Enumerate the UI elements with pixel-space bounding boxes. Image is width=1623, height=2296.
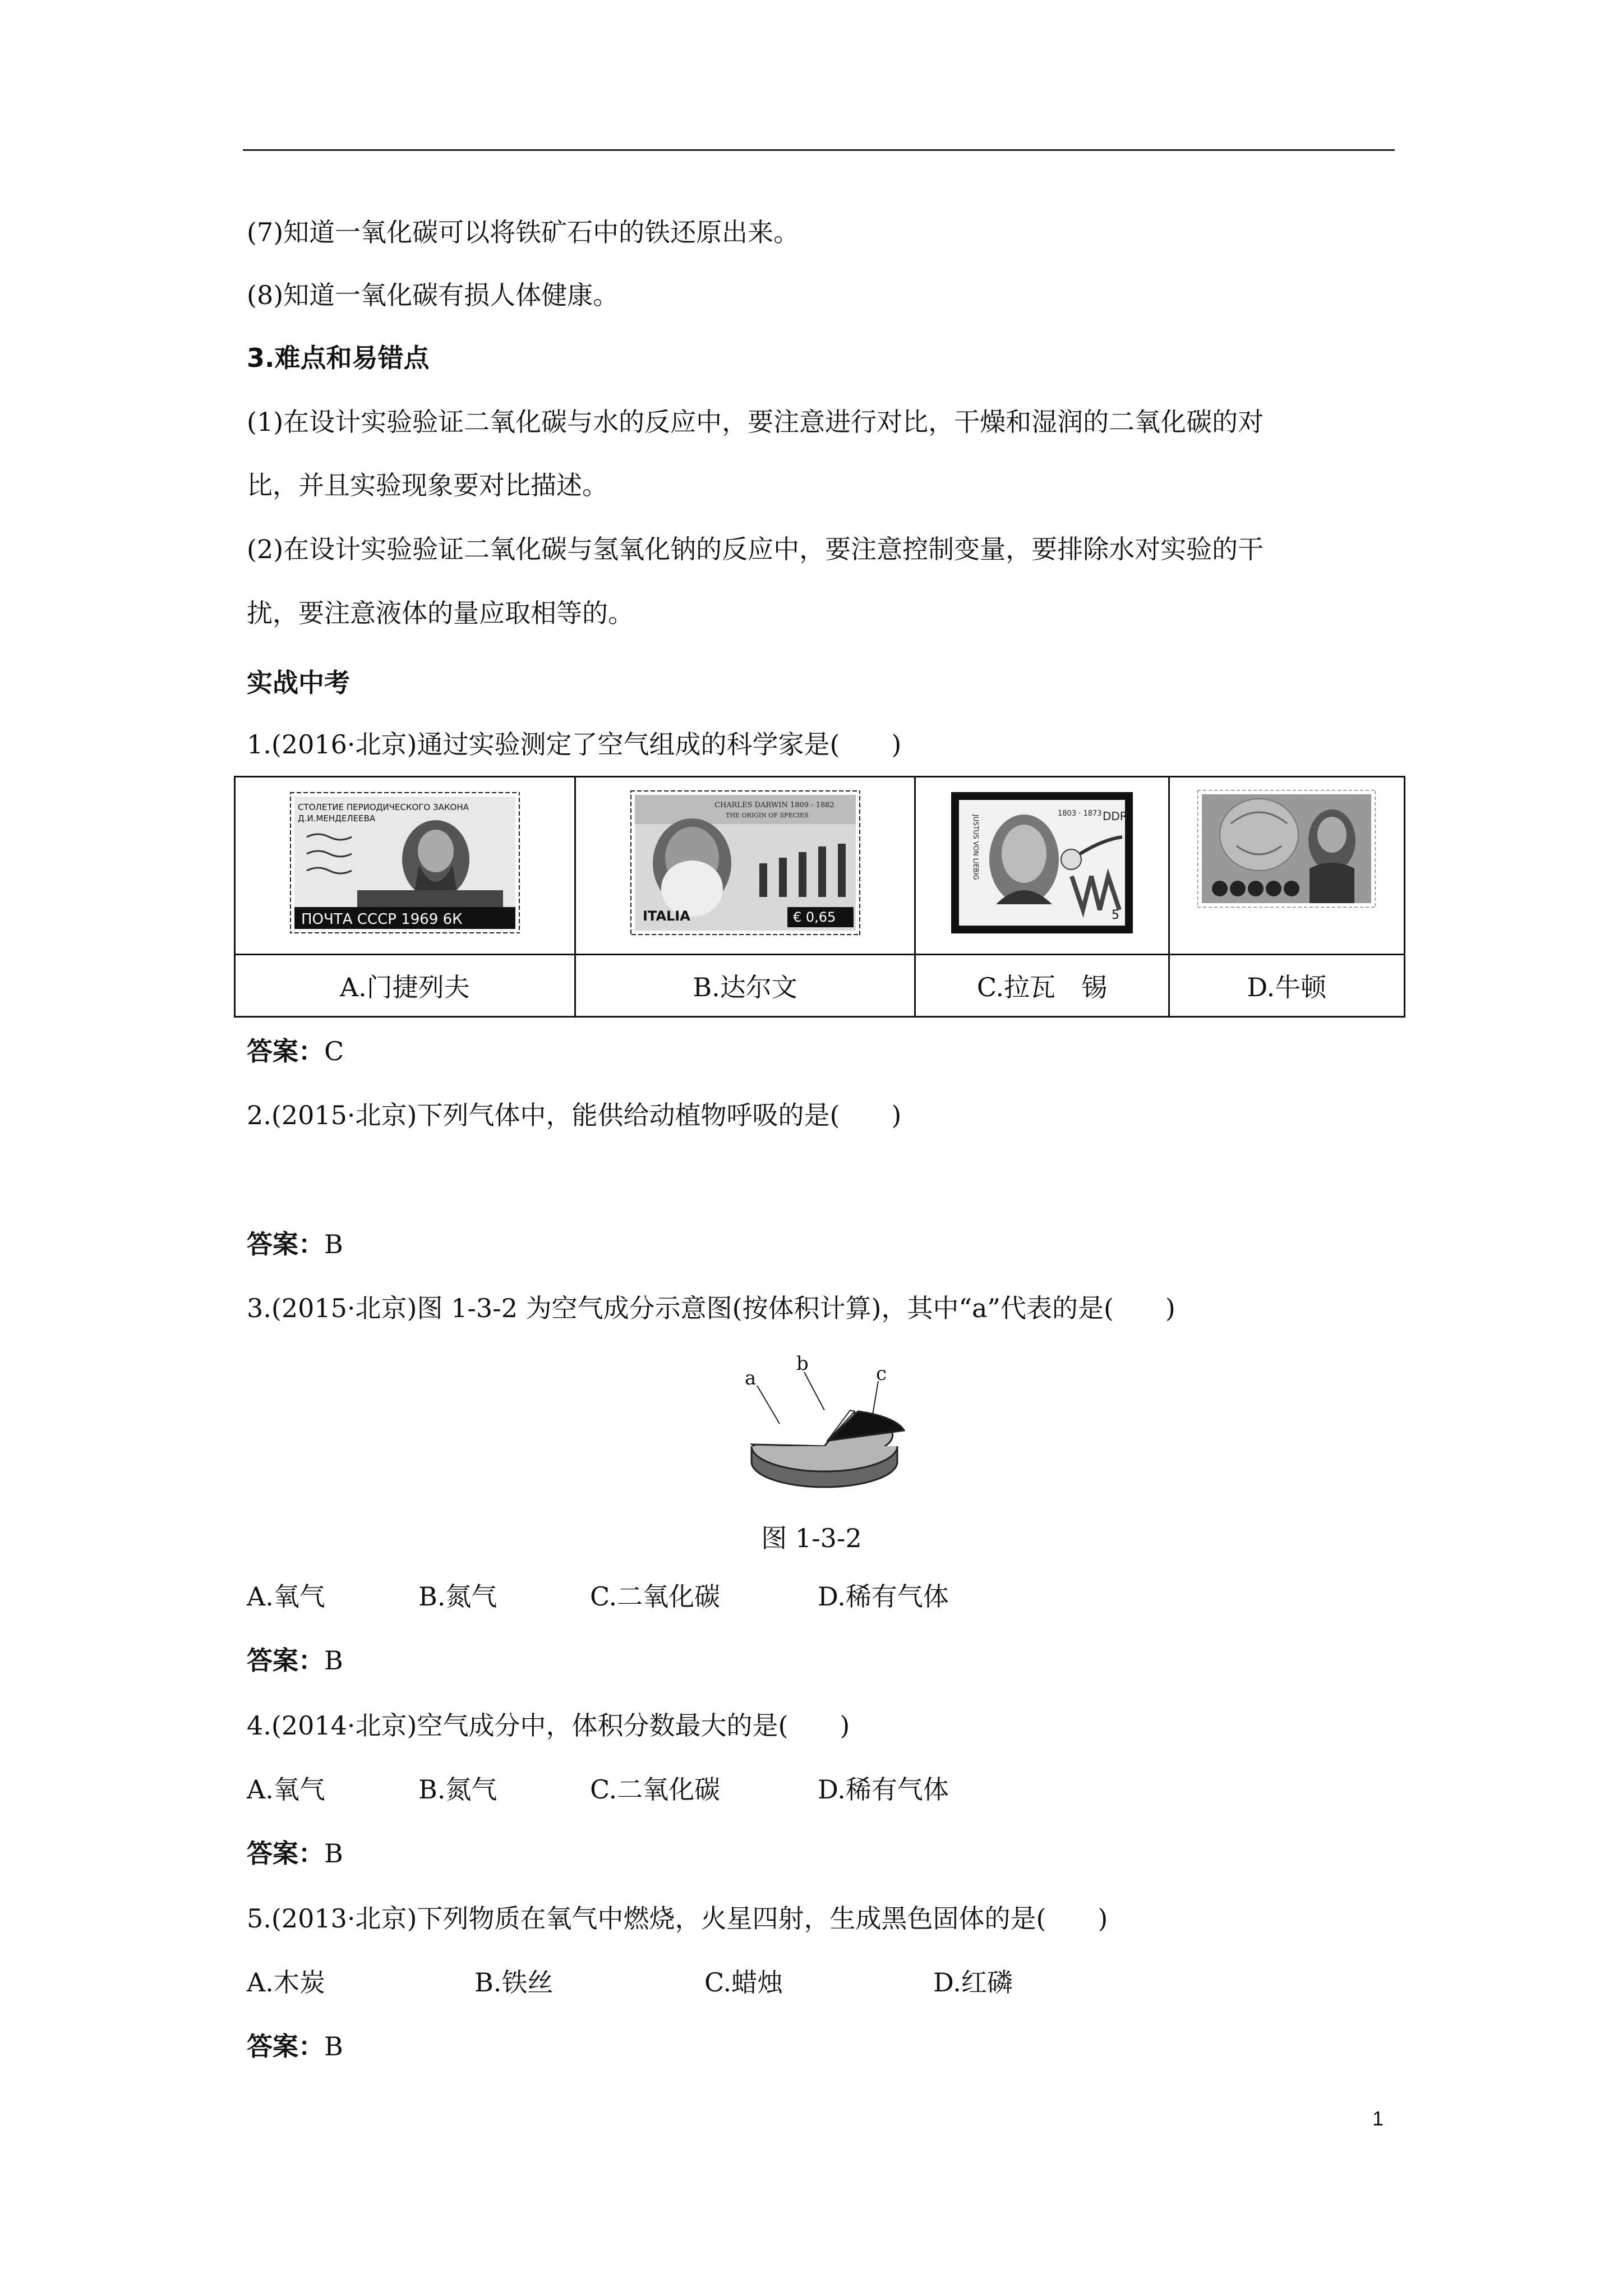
choice-a: A.氧气 [247,1581,325,1612]
answer-1: 答案：C [247,1036,344,1066]
svg-text:Д.И.МЕНДЕЛЕЕВА: Д.И.МЕНДЕЛЕЕВА [297,813,376,823]
choice-b: B.氮气 [418,1581,497,1612]
answer-4: 答案：B [247,1838,343,1869]
paragraph-1-line-2: 比，并且实验现象要对比描述。 [247,470,608,500]
air-composition-pie-figure [740,1352,909,1492]
caption-c: C.拉瓦 锡 [915,955,1169,1017]
answer-3: 答案：B [247,1645,343,1676]
stamp-table [234,776,1405,1018]
darwin-stamp-image [630,790,860,935]
choice-c: C.二氧化碳 [590,1581,721,1612]
choice-d: D.稀有气体 [818,1774,949,1805]
figure-caption: 图 1-3-2 [761,1523,862,1553]
choice-b: B.氮气 [418,1774,497,1805]
question-4-choices [247,1773,1368,1806]
choice-b: B.铁丝 [474,1967,554,1998]
svg-text:€ 0,65: € 0,65 [792,909,836,925]
question-1-stem: 1.(2016·北京)通过实验测定了空气组成的科学家是( ) [247,729,902,760]
svg-text:5: 5 [1112,908,1120,922]
svg-text:1803 · 1873: 1803 · 1873 [1058,809,1102,818]
svg-text:DDR: DDR [1103,809,1128,823]
stamp-cell-liebig [915,777,1169,955]
newton-stamp-image [1197,790,1376,908]
question-5-choices [247,1966,1368,1999]
header-rule [243,149,1395,151]
question-3-stem: 3.(2015·北京)图 1-3-2 为空气成分示意图(按体积计算)，其中“a”代表的是( ) [247,1293,1175,1323]
caption-d: D.牛顿 [1169,955,1404,1017]
stamp-cell-mendeleev [235,777,575,955]
choice-a: A.木炭 [247,1967,325,1998]
paragraph-1-line-1: (1)在设计实验验证二氧化碳与水的反应中，要注意进行对比，干燥和湿润的二氧化碳的对 [247,407,1264,437]
choice-c: C.蜡烛 [704,1967,783,1998]
exam-heading: 实战中考 [247,668,350,698]
pie-label-c: c [876,1363,887,1385]
choice-c: C.二氧化碳 [590,1774,721,1805]
caption-a: A.门捷列夫 [235,955,575,1017]
pie-label-a: a [745,1367,757,1389]
mendeleev-stamp-image [290,792,520,933]
paragraph-2-line-1: (2)在设计实验验证二氧化碳与氢氧化钠的反应中，要注意控制变量，要排除水对实验的干 [247,534,1264,564]
svg-text:CHARLES DARWIN 1809 - 1882: CHARLES DARWIN 1809 - 1882 [714,800,834,809]
question-3-choices [247,1580,1368,1613]
svg-text:ITALIA: ITALIA [642,908,690,924]
svg-text:СТОЛЕТИЕ ПЕРИОДИЧЕСКОГО ЗАКОНА: СТОЛЕТИЕ ПЕРИОДИЧЕСКОГО ЗАКОНА [297,802,469,812]
answer-2: 答案：B [247,1229,343,1259]
section-heading: 3.难点和易错点 [247,343,430,373]
pie-label-b: b [796,1352,809,1375]
choice-d: D.稀有气体 [818,1581,949,1612]
svg-text:JUSTUS VON LIEBIG: JUSTUS VON LIEBIG [972,814,980,880]
stamp-cell-darwin [575,777,915,955]
knowledge-item-7: (7)知道一氧化碳可以将铁矿石中的铁还原出来。 [247,217,800,247]
choice-a: A.氧气 [247,1774,325,1805]
question-2-stem: 2.(2015·北京)下列气体中，能供给动植物呼吸的是( ) [247,1100,902,1130]
knowledge-item-8: (8)知道一氧化碳有损人体健康。 [247,280,619,310]
question-5-stem: 5.(2013·北京)下列物质在氧气中燃烧，火星四射，生成黑色固体的是( ) [247,1903,1108,1934]
caption-b: B.达尔文 [575,955,915,1017]
choice-d: D.红磷 [933,1967,1013,1998]
page-number: 1 [1372,2107,1384,2130]
liebig-stamp-image [951,792,1133,933]
paragraph-2-line-2: 扰，要注意液体的量应取相等的。 [247,598,634,628]
answer-5: 答案：B [247,2031,343,2062]
svg-text:THE ORIGIN OF SPECIES: THE ORIGIN OF SPECIES [725,811,809,819]
svg-text:ПОЧТА СССР 1969 6К: ПОЧТА СССР 1969 6К [301,910,463,928]
question-4-stem: 4.(2014·北京)空气成分中，体积分数最大的是( ) [247,1710,850,1741]
stamp-cell-newton [1169,777,1404,955]
